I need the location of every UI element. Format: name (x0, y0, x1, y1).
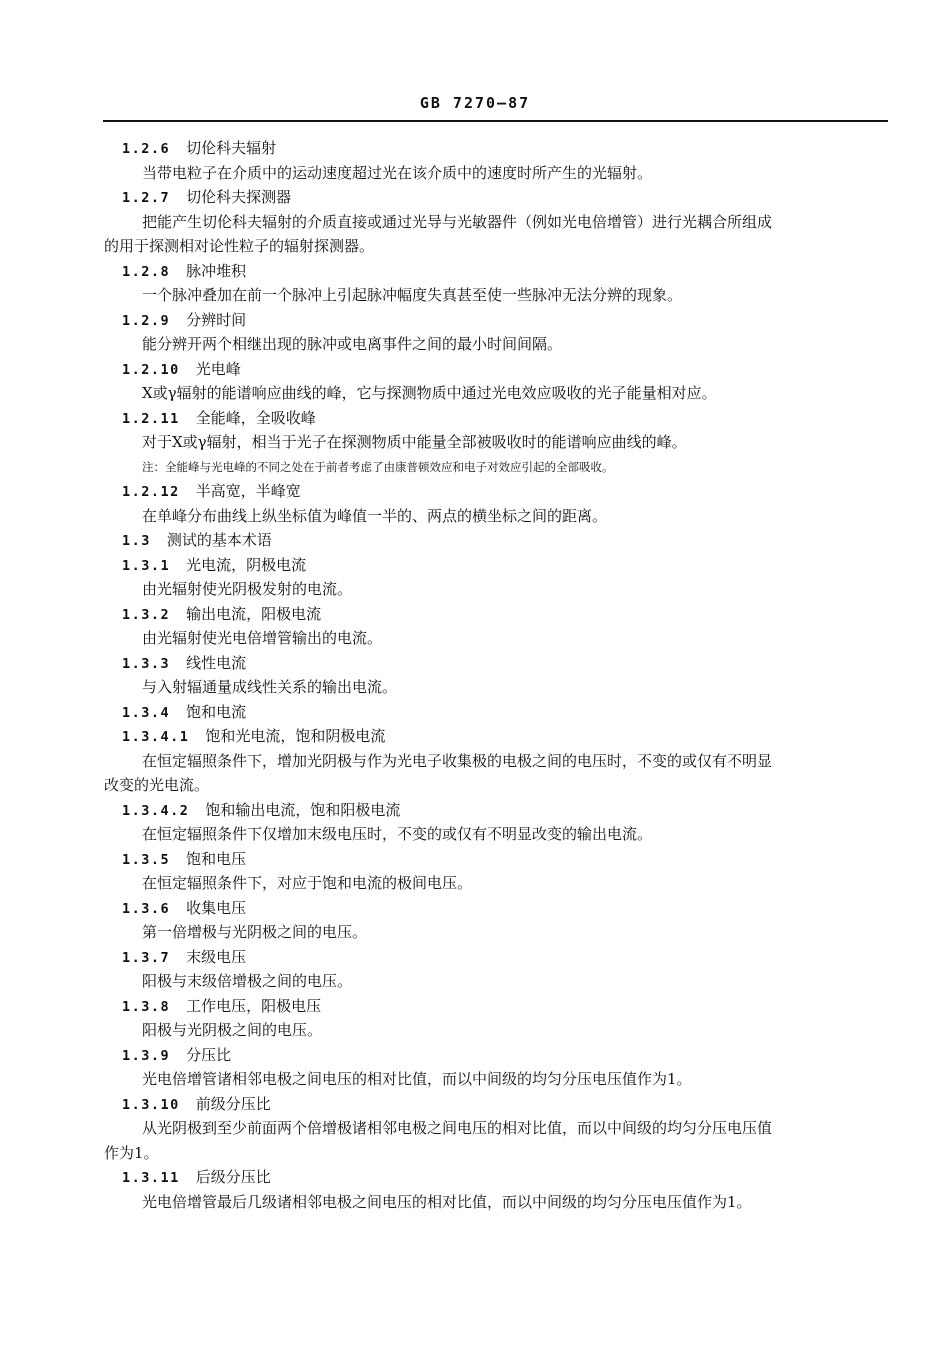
term-note: 注：全能峰与光电峰的不同之处在于前者考虑了由康普顿效应和电子对效应引起的全部吸收。 (142, 459, 614, 474)
term-heading (104, 357, 889, 382)
term-number: 1.2.8 (122, 263, 171, 280)
term-title: 饱和输出电流，饱和阳极电流 (205, 800, 401, 819)
term-title: 末级电压 (186, 947, 247, 966)
term-title: 全能峰，全吸收峰 (195, 408, 316, 427)
term-heading (104, 259, 889, 284)
term-definition-continued: 改变的光电流。 (104, 776, 210, 794)
term-definition: X或γ辐射的能谱响应曲线的峰，它与探测物质中通过光电效应吸收的光子能量相对应。 (142, 384, 717, 402)
term-title: 饱和电压 (186, 849, 247, 868)
term-number: 1.3.2 (122, 606, 171, 623)
term-heading (104, 479, 889, 504)
term-definition: 当带电粒子在介质中的运动速度超过光在该介质中的速度时所产生的光辐射。 (142, 163, 653, 182)
term-title: 切伦科夫辐射 (186, 139, 277, 157)
term-heading (104, 994, 889, 1019)
term-definition: 由光辐射使光阴极发射的电流。 (142, 580, 353, 598)
term-definition: 第一倍增极与光阴极之间的电压。 (142, 923, 368, 941)
term-definition: 从光阴极到至少前面两个倍增极诸相邻电极之间电压的相对比值，而以中间级的均匀分压电压值 (142, 1119, 773, 1137)
term-title: 分压比 (186, 1045, 232, 1064)
term-title: 饱和电流 (186, 702, 247, 721)
term-number: 1.2.6 (122, 141, 171, 157)
term-number: 1.3.3 (122, 655, 171, 672)
term-title: 收集电压 (186, 898, 247, 917)
term-definition: 一个脉冲叠加在前一个脉冲上引起脉冲幅度失真甚至使一些脉冲无法分辨的现象。 (142, 286, 683, 304)
term-heading (104, 724, 889, 749)
term-definition-continued: 作为1。 (104, 1143, 159, 1162)
term-number: 1.3.4.2 (122, 802, 190, 819)
term-number: 1.2.9 (122, 312, 171, 329)
term-heading (104, 136, 889, 161)
term-number: 1.2.10 (122, 361, 180, 378)
term-definition: 把能产生切伦科夫辐射的介质直接或通过光导与光敏器件（例如光电倍增管）进行光耦合所组成 (142, 212, 773, 231)
document-body (104, 136, 889, 1214)
term-heading (104, 1092, 889, 1117)
term-title: 切伦科夫探测器 (186, 188, 292, 206)
term-number: 1.3.6 (122, 900, 171, 917)
header-rule (103, 120, 888, 122)
term-title: 脉冲堆积 (186, 261, 247, 280)
term-title: 半高宽，半峰宽 (195, 482, 301, 500)
term-title: 输出电流，阳极电流 (186, 604, 322, 623)
term-number: 1.3.7 (122, 949, 171, 966)
term-heading (104, 1165, 889, 1190)
term-number: 1.3.4.1 (122, 729, 190, 745)
term-number: 1.3.11 (122, 1170, 180, 1186)
term-definition: 在恒定辐照条件下仅增加末级电压时，不变的或仅有不明显改变的输出电流。 (142, 825, 653, 843)
term-number: 1.3.5 (122, 851, 171, 868)
term-number: 1.2.7 (122, 190, 171, 206)
standard-number-header: GB 7270—87 (419, 94, 531, 112)
term-title: 光电流，阴极电流 (186, 555, 307, 574)
term-definition: 阳极与末级倍增极之间的电压。 (142, 972, 353, 990)
term-definition: 阳极与光阴极之间的电压。 (142, 1021, 323, 1039)
term-heading (104, 602, 889, 627)
term-definition: 能分辨开两个相继出现的脉冲或电离事件之间的最小时间间隔。 (142, 335, 563, 353)
term-title: 分辨时间 (186, 310, 247, 329)
term-definition: 在单峰分布曲线上纵坐标值为峰值一半的、两点的横坐标之间的距离。 (142, 506, 608, 525)
term-definition: 与入射辐通量成线性关系的输出电流。 (142, 678, 398, 696)
term-heading (104, 896, 889, 921)
term-number: 1.3.8 (122, 998, 171, 1015)
term-heading (104, 185, 889, 210)
term-heading (104, 651, 889, 676)
term-definition-continued: 的用于探测相对论性粒子的辐射探测器。 (104, 237, 375, 255)
section-title: 测试的基本术语 (166, 531, 272, 549)
term-heading (104, 847, 889, 872)
term-title: 后级分压比 (195, 1168, 271, 1186)
term-heading (104, 945, 889, 970)
term-title: 光电峰 (195, 359, 241, 378)
term-heading (104, 553, 889, 578)
term-number: 1.3.9 (122, 1047, 171, 1064)
term-heading (104, 700, 889, 725)
term-number: 1.3.10 (122, 1096, 180, 1113)
term-title: 工作电压，阳极电压 (186, 996, 322, 1015)
term-definition: 由光辐射使光电倍增管输出的电流。 (142, 629, 383, 647)
term-title: 线性电流 (186, 653, 247, 672)
term-heading (104, 798, 889, 823)
term-title: 饱和光电流，饱和阴极电流 (205, 727, 386, 745)
term-number: 1.2.11 (122, 410, 180, 427)
term-definition: 在恒定辐照条件下，增加光阴极与作为光电子收集极的电极之间的电压时，不变的或仅有不明显 (142, 751, 773, 770)
term-number: 1.3.4 (122, 704, 171, 721)
section-heading (104, 528, 889, 553)
term-heading (104, 406, 889, 431)
term-number: 1.2.12 (122, 484, 180, 500)
term-number: 1.3.1 (122, 557, 171, 574)
term-heading (104, 308, 889, 333)
term-title: 前级分压比 (195, 1094, 271, 1113)
term-definition: 对于X或γ辐射，相当于光子在探测物质中能量全部被吸收时的能谱响应曲线的峰。 (142, 433, 687, 451)
term-definition: 在恒定辐照条件下，对应于饱和电流的极间电压。 (142, 874, 473, 892)
term-definition: 光电倍增管诸相邻电极之间电压的相对比值，而以中间级的均匀分压电压值作为1。 (142, 1070, 692, 1088)
term-definition: 光电倍增管最后几级诸相邻电极之间电压的相对比值，而以中间级的均匀分压电压值作为1。 (142, 1192, 752, 1211)
term-heading (104, 1043, 889, 1068)
section-number: 1.3 (122, 533, 151, 549)
